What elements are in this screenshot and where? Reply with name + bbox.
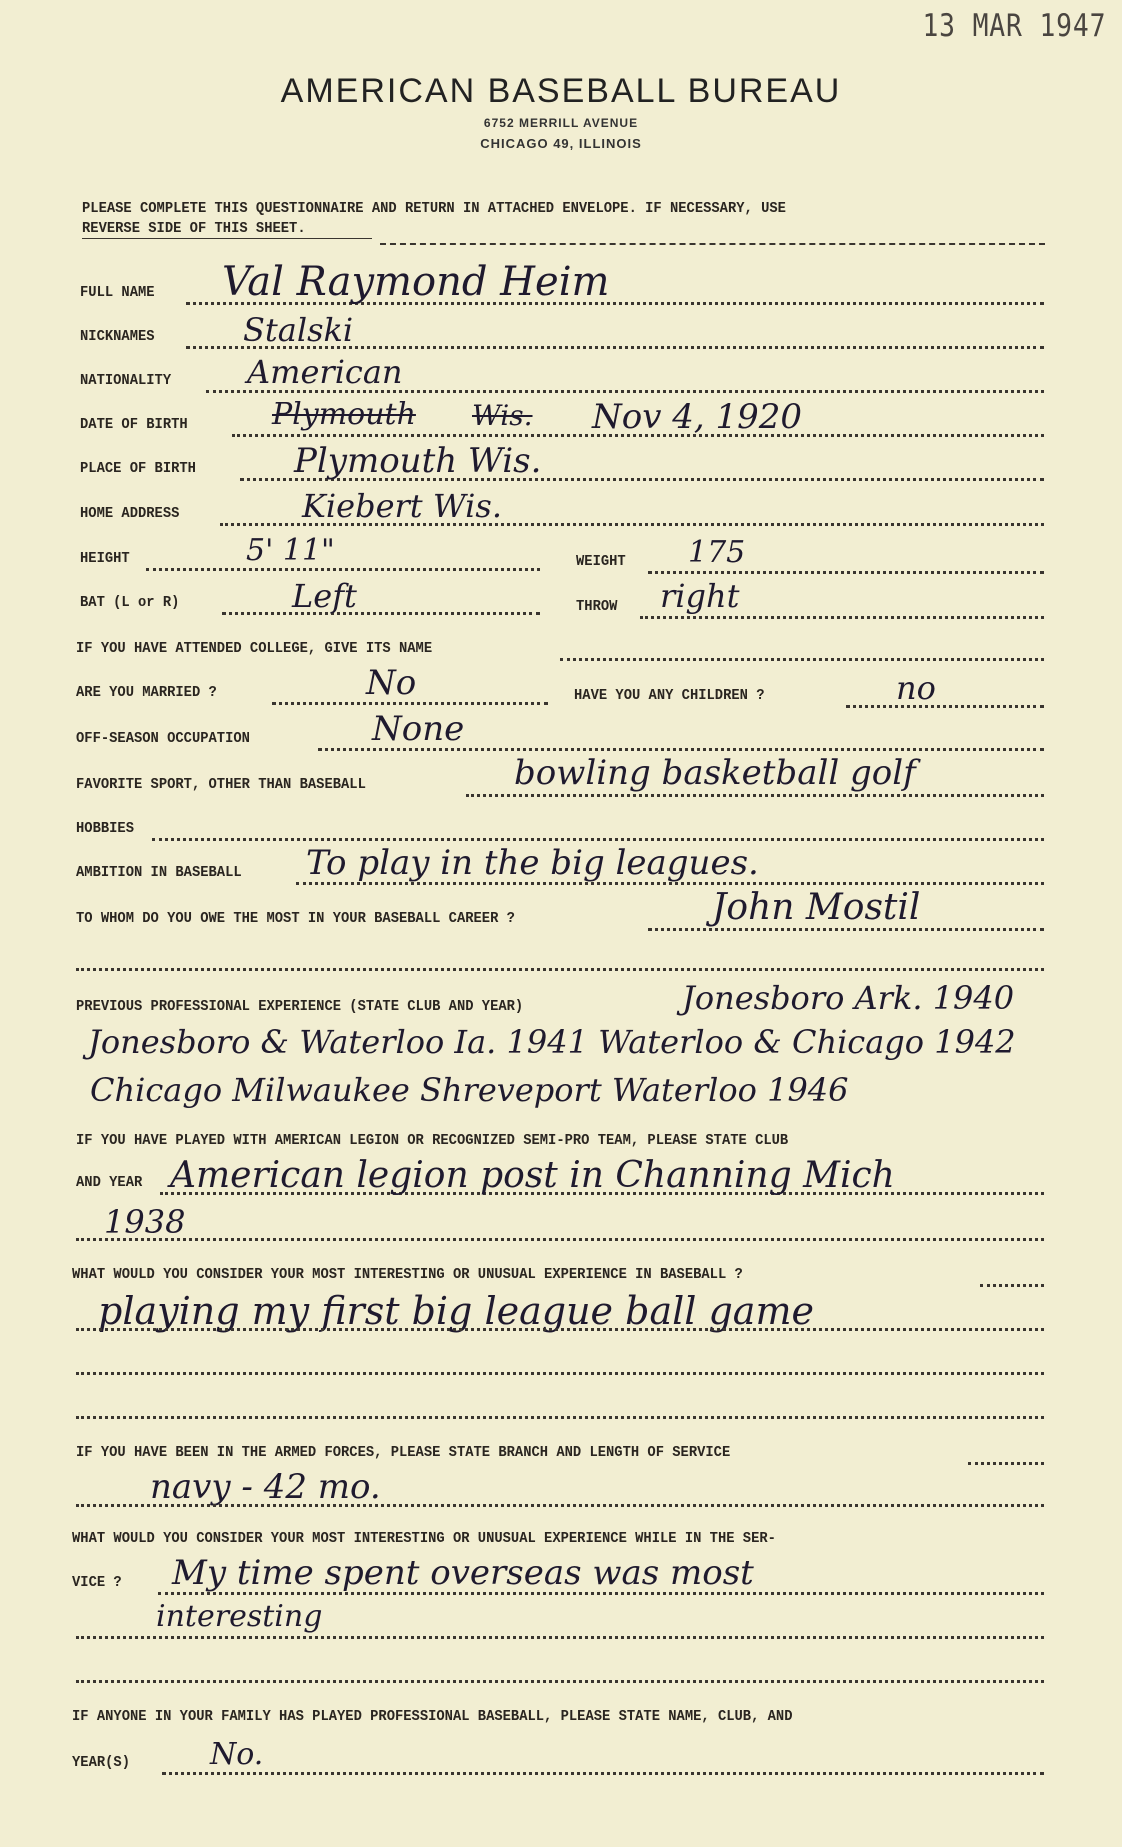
pob-label: PLACE OF BIRTH xyxy=(80,460,196,477)
pob-answer: Plymouth Wis. xyxy=(294,441,542,481)
baseball-experience-label-dots xyxy=(980,1284,1044,1287)
instructions-line-1: PLEASE COMPLETE THIS QUESTIONNAIRE AND RETURN IN ATTACHED ENVELOPE. IF NECESSARY, USE xyxy=(82,200,786,217)
married-label: ARE YOU MARRIED ? xyxy=(76,684,217,701)
legion-label-2: AND YEAR xyxy=(76,1174,143,1191)
full-name-label: FULL NAME xyxy=(80,284,155,301)
weight-answer: 175 xyxy=(688,535,746,570)
armed-forces-label: IF YOU HAVE BEEN IN THE ARMED FORCES, PLEASE STATE BRANCH AND LENGTH OF SERVICE xyxy=(76,1444,731,1461)
nicknames-answer: Stalski xyxy=(243,311,354,349)
armed-forces-line xyxy=(76,1504,1044,1507)
previous-experience-answer-3: Chicago Milwaukee Shreveport Waterloo 1946 xyxy=(90,1071,849,1109)
height-line xyxy=(146,568,540,571)
baseball-experience-label: WHAT WOULD YOU CONSIDER YOUR MOST INTERESTING OR UNUSUAL EXPERIENCE IN BASEBALL ? xyxy=(72,1266,743,1283)
college-label: IF YOU HAVE ATTENDED COLLEGE, GIVE ITS NAME xyxy=(76,640,433,657)
instructions-underline xyxy=(82,238,372,239)
offseason-label: OFF-SEASON OCCUPATION xyxy=(76,730,250,747)
legion-answer-1: American legion post in Channing Mich xyxy=(170,1155,895,1196)
favorite-sport-label: FAVORITE SPORT, OTHER THAN BASEBALL xyxy=(76,776,366,793)
previous-experience-answer-1: Jonesboro Ark. 1940 xyxy=(682,979,1015,1017)
married-answer: No xyxy=(366,663,417,703)
service-experience-answer-2: interesting xyxy=(156,1599,323,1634)
throw-line xyxy=(640,616,1044,619)
baseball-experience-line-3 xyxy=(76,1416,1044,1419)
service-experience-line-2 xyxy=(76,1636,1044,1639)
favorite-sport-line xyxy=(466,794,1044,797)
previous-experience-answer-2: Jonesboro & Waterloo Ia. 1941 Waterloo & Chicago 1942 xyxy=(88,1023,1016,1061)
service-experience-label-2: VICE ? xyxy=(72,1574,122,1591)
legion-label-1: IF YOU HAVE PLAYED WITH AMERICAN LEGION OR RECOGNIZED SEMI-PRO TEAM, PLEASE STATE CLUB xyxy=(76,1132,789,1149)
dob-label: DATE OF BIRTH xyxy=(80,416,188,433)
nationality-answer: American xyxy=(247,353,403,391)
dob-struck-word-2: Wis. xyxy=(472,399,533,432)
children-answer: no xyxy=(896,669,936,707)
organization-city: CHICAGO 49, ILLINOIS xyxy=(480,136,642,151)
received-date-stamp: 13 MAR 1947 xyxy=(922,8,1106,44)
college-line xyxy=(560,658,1044,661)
home-address-label: HOME ADDRESS xyxy=(80,505,180,522)
owe-most-answer: John Mostil xyxy=(712,887,921,928)
owe-most-line xyxy=(648,928,1044,931)
ambition-answer: To play in the big leagues. xyxy=(306,843,759,883)
nationality-label: NATIONALITY xyxy=(80,372,172,389)
height-answer: 5' 11" xyxy=(246,533,335,568)
favorite-sport-answer: bowling basketball golf xyxy=(514,753,916,793)
previous-experience-label: PREVIOUS PROFESSIONAL EXPERIENCE (STATE CLUB AND YEAR) xyxy=(76,998,524,1015)
family-line xyxy=(162,1772,1044,1775)
organization-name: AMERICAN BASEBALL BUREAU xyxy=(280,72,842,110)
organization-address: 6752 MERRILL AVENUE xyxy=(483,116,639,130)
baseball-experience-line-1 xyxy=(76,1328,1044,1331)
children-label: HAVE YOU ANY CHILDREN ? xyxy=(574,687,765,704)
owe-most-extra-line xyxy=(76,968,1044,971)
bat-answer: Left xyxy=(292,577,357,615)
dob-struck-word-1: Plymouth xyxy=(272,397,416,432)
family-label-2: YEAR(S) xyxy=(72,1754,130,1771)
weight-line xyxy=(648,571,1044,574)
service-experience-answer-1: My time spent overseas was most xyxy=(172,1553,754,1593)
baseball-experience-answer: playing my first big league ball game xyxy=(98,1289,814,1333)
height-label: HEIGHT xyxy=(80,550,130,567)
letterhead xyxy=(0,72,1122,151)
family-answer: No. xyxy=(210,1737,264,1772)
nicknames-label: NICKNAMES xyxy=(80,328,155,345)
baseball-experience-line-2 xyxy=(76,1372,1044,1375)
bat-line xyxy=(222,612,540,615)
weight-label: WEIGHT xyxy=(576,553,626,570)
hobbies-line xyxy=(152,838,1044,841)
dob-answer: Nov 4, 1920 xyxy=(592,397,803,437)
throw-answer: right xyxy=(660,577,740,615)
family-label-1: IF ANYONE IN YOUR FAMILY HAS PLAYED PROFESSIONAL BASEBALL, PLEASE STATE NAME, CLUB, AND xyxy=(72,1708,793,1725)
instructions-line-2: REVERSE SIDE OF THIS SHEET. xyxy=(82,220,306,237)
ambition-label: AMBITION IN BASEBALL xyxy=(76,864,242,881)
hobbies-label: HOBBIES xyxy=(76,820,134,837)
instructions-dash-rule xyxy=(380,243,1045,245)
offseason-answer: None xyxy=(372,709,465,749)
throw-label: THROW xyxy=(576,598,618,615)
home-address-answer: Kiebert Wis. xyxy=(302,487,502,525)
legion-answer-2: 1938 xyxy=(104,1203,186,1241)
service-experience-label-1: WHAT WOULD YOU CONSIDER YOUR MOST INTERESTING OR UNUSUAL EXPERIENCE WHILE IN THE SER- xyxy=(72,1530,776,1547)
owe-most-label: TO WHOM DO YOU OWE THE MOST IN YOUR BASEBALL CAREER ? xyxy=(76,910,515,927)
full-name-answer: Val Raymond Heim xyxy=(222,259,610,305)
armed-forces-label-dots xyxy=(968,1462,1044,1465)
armed-forces-answer: navy - 42 mo. xyxy=(150,1467,381,1507)
children-line xyxy=(846,705,1044,708)
bat-label: BAT (L or R) xyxy=(80,594,180,611)
service-experience-line-3 xyxy=(76,1680,1044,1683)
legion-line-2 xyxy=(76,1238,1044,1241)
